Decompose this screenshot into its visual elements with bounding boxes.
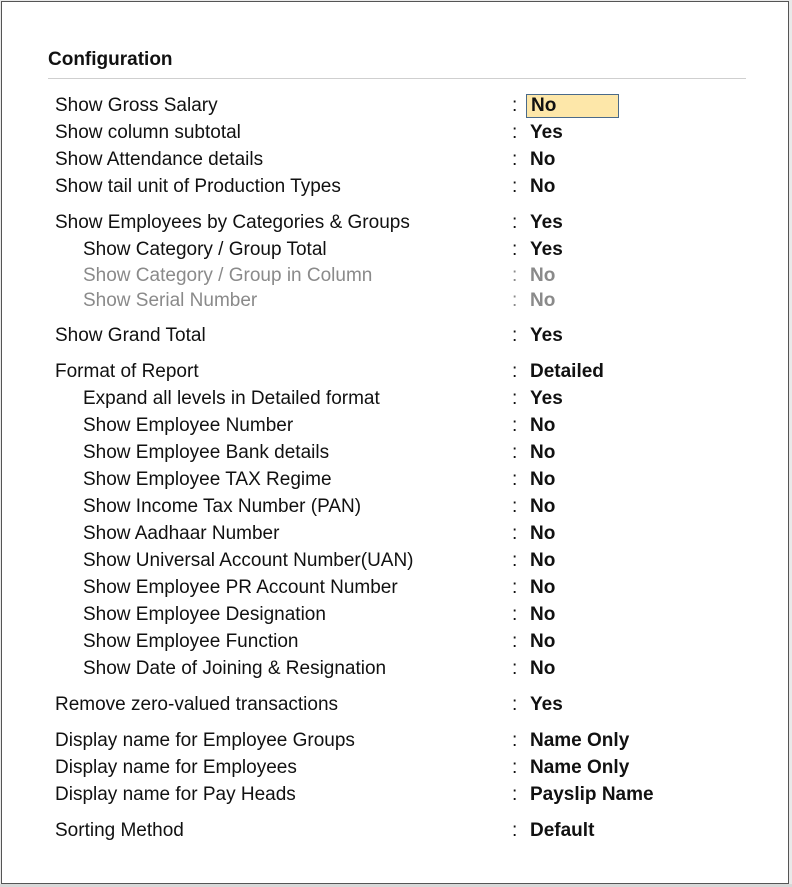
- row-label: Show Employee Function: [83, 631, 299, 652]
- row-separator: :: [512, 95, 518, 116]
- row-label: Show tail unit of Production Types: [55, 176, 341, 197]
- row-separator: :: [512, 122, 518, 143]
- row-label: Show Employee Bank details: [83, 442, 330, 463]
- row-separator: :: [512, 469, 518, 490]
- row-separator: :: [512, 290, 518, 311]
- row-display-name-employee-groups[interactable]: [2, 728, 790, 754]
- row-show-serial-number: [2, 288, 790, 314]
- row-separator: :: [512, 239, 518, 260]
- row-value-field[interactable]: No: [530, 631, 556, 652]
- row-show-category-group-total[interactable]: [2, 237, 790, 263]
- row-separator: :: [512, 604, 518, 625]
- row-value-field[interactable]: Name Only: [530, 757, 630, 778]
- row-remove-zero-valued[interactable]: [2, 692, 790, 718]
- row-label: Show Aadhaar Number: [83, 523, 280, 544]
- page-title: Configuration: [48, 49, 173, 70]
- row-separator: :: [512, 658, 518, 679]
- row-value-field[interactable]: No: [530, 604, 556, 625]
- row-separator: :: [512, 577, 518, 598]
- row-separator: :: [512, 361, 518, 382]
- row-show-income-tax-number[interactable]: [2, 494, 790, 520]
- row-show-aadhaar-number[interactable]: [2, 521, 790, 547]
- row-expand-all-levels[interactable]: [2, 386, 790, 412]
- row-value-field[interactable]: Payslip Name: [530, 784, 654, 805]
- row-value-field[interactable]: No: [530, 658, 556, 679]
- row-value-field[interactable]: Yes: [530, 239, 563, 260]
- row-show-employee-number[interactable]: [2, 413, 790, 439]
- row-separator: :: [512, 388, 518, 409]
- row-value-field[interactable]: No: [526, 94, 619, 118]
- row-label: Display name for Employee Groups: [55, 730, 355, 751]
- row-separator: :: [512, 631, 518, 652]
- row-separator: :: [512, 694, 518, 715]
- row-show-employee-bank-details[interactable]: [2, 440, 790, 466]
- row-separator: :: [512, 442, 518, 463]
- row-label: Sorting Method: [55, 820, 184, 841]
- row-display-name-employees[interactable]: [2, 755, 790, 781]
- row-separator: :: [512, 730, 518, 751]
- row-show-grand-total[interactable]: [2, 323, 790, 349]
- row-value-field[interactable]: Yes: [530, 325, 563, 346]
- row-label: Show Category / Group in Column: [83, 265, 373, 286]
- row-show-date-of-joining[interactable]: [2, 656, 790, 682]
- row-value-field[interactable]: No: [530, 550, 556, 571]
- row-value-field[interactable]: No: [530, 442, 556, 463]
- row-value-field[interactable]: Detailed: [530, 361, 604, 382]
- row-value-field[interactable]: No: [530, 176, 556, 197]
- row-label: Display name for Pay Heads: [55, 784, 296, 805]
- row-show-employee-designation[interactable]: [2, 602, 790, 628]
- row-label: Show Income Tax Number (PAN): [83, 496, 362, 517]
- row-label: Show column subtotal: [55, 122, 241, 143]
- configuration-panel: [1, 1, 789, 884]
- row-show-attendance-details[interactable]: [2, 147, 790, 173]
- row-label: Show Date of Joining & Resignation: [83, 658, 387, 679]
- row-label: Format of Report: [55, 361, 199, 382]
- row-show-employee-function[interactable]: [2, 629, 790, 655]
- row-display-name-pay-heads[interactable]: [2, 782, 790, 808]
- row-value-field: No: [530, 290, 556, 311]
- row-show-employees-by-categories[interactable]: [2, 210, 790, 236]
- row-label: Show Employee TAX Regime: [83, 469, 332, 490]
- row-value-field[interactable]: Yes: [530, 212, 563, 233]
- title-divider: [48, 78, 746, 79]
- row-show-employee-pr-account[interactable]: [2, 575, 790, 601]
- row-value-field[interactable]: Name Only: [530, 730, 630, 751]
- row-label: Show Attendance details: [55, 149, 264, 170]
- row-label: Show Category / Group Total: [83, 239, 327, 260]
- row-separator: :: [512, 784, 518, 805]
- row-value-field[interactable]: Yes: [530, 388, 563, 409]
- row-separator: :: [512, 496, 518, 517]
- row-format-of-report[interactable]: [2, 359, 790, 385]
- row-separator: :: [512, 265, 518, 286]
- row-separator: :: [512, 757, 518, 778]
- row-separator: :: [512, 212, 518, 233]
- row-separator: :: [512, 176, 518, 197]
- row-show-tail-unit[interactable]: [2, 174, 790, 200]
- row-sorting-method[interactable]: [2, 818, 790, 844]
- row-separator: :: [512, 550, 518, 571]
- row-value-field[interactable]: No: [530, 149, 556, 170]
- row-separator: :: [512, 523, 518, 544]
- row-separator: :: [512, 149, 518, 170]
- row-value-field[interactable]: No: [530, 496, 556, 517]
- row-label: Show Gross Salary: [55, 95, 218, 116]
- row-value-field[interactable]: No: [530, 469, 556, 490]
- row-show-uan[interactable]: [2, 548, 790, 574]
- row-label: Show Serial Number: [83, 290, 258, 311]
- row-label: Show Employee PR Account Number: [83, 577, 398, 598]
- row-value-field[interactable]: No: [530, 577, 556, 598]
- row-value-field[interactable]: Default: [530, 820, 595, 841]
- row-value-field[interactable]: No: [530, 523, 556, 544]
- row-show-employee-tax-regime[interactable]: [2, 467, 790, 493]
- row-label: Display name for Employees: [55, 757, 297, 778]
- row-label: Show Grand Total: [55, 325, 206, 346]
- row-label: Show Universal Account Number(UAN): [83, 550, 414, 571]
- row-value-field[interactable]: No: [530, 415, 556, 436]
- row-label: Expand all levels in Detailed format: [83, 388, 380, 409]
- row-show-gross-salary[interactable]: [2, 93, 790, 119]
- row-separator: :: [512, 415, 518, 436]
- row-show-category-group-in-column: [2, 263, 790, 289]
- row-separator: :: [512, 325, 518, 346]
- row-label: Show Employees by Categories & Groups: [55, 212, 410, 233]
- row-label: Show Employee Designation: [83, 604, 326, 625]
- row-show-column-subtotal[interactable]: [2, 120, 790, 146]
- row-separator: :: [512, 820, 518, 841]
- row-value-field: No: [530, 265, 556, 286]
- row-value-field[interactable]: Yes: [530, 694, 563, 715]
- row-value-field[interactable]: Yes: [530, 122, 563, 143]
- row-label: Remove zero-valued transactions: [55, 694, 339, 715]
- row-label: Show Employee Number: [83, 415, 294, 436]
